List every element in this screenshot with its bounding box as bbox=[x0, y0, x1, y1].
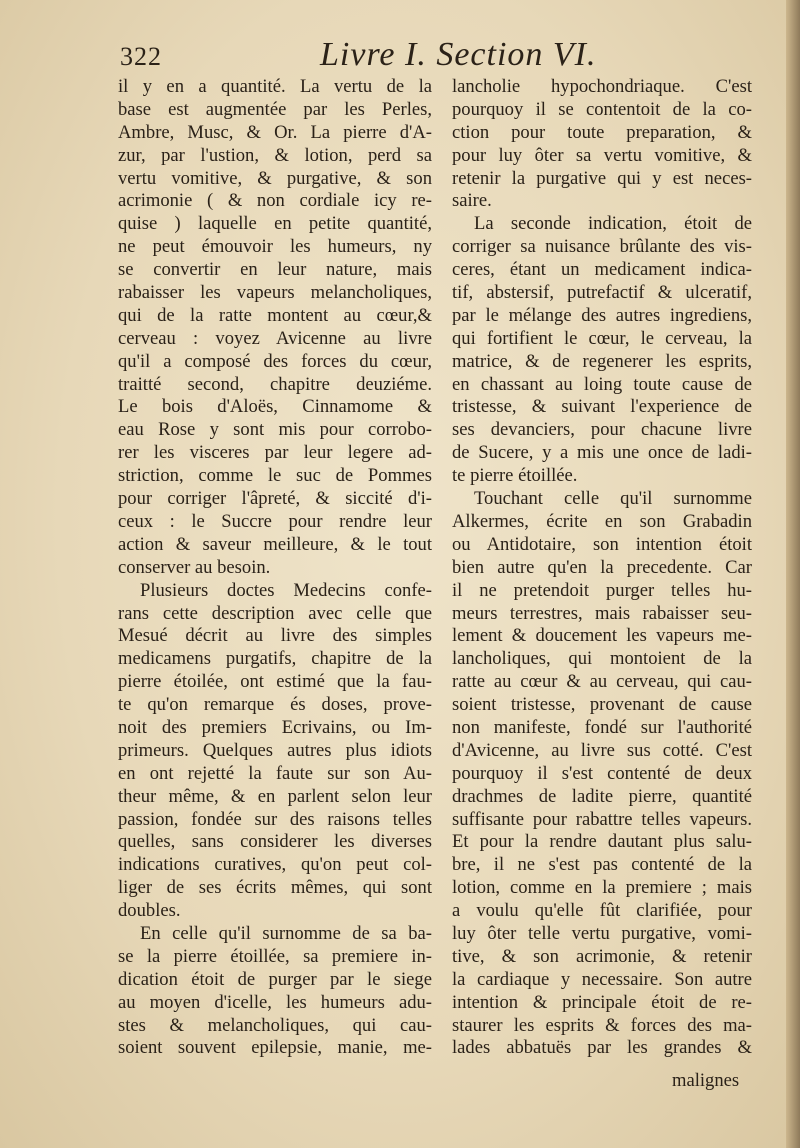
text-line: rans cette description avec celle que bbox=[118, 602, 432, 624]
right-text-column bbox=[452, 76, 752, 1060]
text-line: En celle qu'il surnomme de sa ba- bbox=[140, 922, 432, 944]
text-line: qu'il a composé des forces du cœur, bbox=[118, 350, 432, 372]
text-line: luy ôter telle vertu purgative, vomi- bbox=[452, 922, 752, 944]
page-header bbox=[120, 36, 620, 76]
text-line: tive, & son acrimonie, & retenir bbox=[452, 945, 752, 967]
text-line: lement & doucement les vapeurs me- bbox=[452, 625, 752, 647]
text-line: bien autre qu'en la precedente. Car bbox=[452, 556, 752, 578]
text-line: drachmes de ladite pierre, quantité bbox=[452, 785, 752, 807]
text-line: en chassant au loing toute cause de bbox=[452, 373, 752, 395]
text-line: pourquoy il se contentoit de la co- bbox=[452, 98, 752, 120]
page-edge-shadow bbox=[786, 0, 800, 1148]
text-line: ou Antidotaire, son intention étoit bbox=[452, 533, 752, 555]
text-line: lancholiques, qui montoient de la bbox=[452, 648, 752, 670]
text-line: au moyen d'icelle, les humeurs adu- bbox=[118, 991, 432, 1013]
text-line: soient souvent epilepsie, manie, me- bbox=[118, 1037, 432, 1059]
text-line: saire. bbox=[452, 190, 492, 212]
catchword: malignes bbox=[672, 1070, 740, 1091]
text-line: liger de ses écrits mêmes, qui sont bbox=[118, 877, 432, 899]
text-line: doubles. bbox=[118, 900, 181, 922]
text-line: la cardiaque y necessaire. Son autre bbox=[452, 968, 752, 990]
text-line: rer les visceres par leur legere ad- bbox=[118, 442, 432, 464]
text-line: ne peut émouvoir les humeurs, ny bbox=[118, 236, 432, 258]
text-line: Ambre, Musc, & Or. La pierre d'A- bbox=[118, 121, 432, 143]
text-line: te qu'on remarque és doses, prove- bbox=[118, 694, 432, 716]
text-line: rabaisser les vapeurs melancholiques, bbox=[118, 282, 432, 304]
text-line: medicamens purgatifs, chapitre de la bbox=[118, 648, 432, 670]
text-line: stes & melancholiques, qui cau- bbox=[118, 1014, 432, 1036]
text-line: se la pierre étoillée, sa premiere in- bbox=[118, 945, 432, 967]
text-line: pour corriger l'âpreté, & siccité d'i- bbox=[118, 488, 432, 510]
text-line: non manifeste, fondé sur l'authorité bbox=[452, 716, 752, 738]
text-line: d'Avicenne, au livre sus cotté. C'est bbox=[452, 739, 752, 761]
text-line: quelles, sans considerer les diverses bbox=[118, 831, 432, 853]
text-line: se convertir en leur nature, mais bbox=[118, 259, 432, 281]
text-line: primeurs. Quelques autres plus idiots bbox=[118, 739, 432, 761]
text-line: de Sucere, y a mis une once de ladi- bbox=[452, 442, 752, 464]
text-line: lancholie hypochondriaque. C'est bbox=[452, 76, 752, 97]
text-line: noit des premiers Ecrivains, ou Im- bbox=[118, 716, 432, 738]
text-line: Alkermes, écrite en son Grabadin bbox=[452, 510, 752, 532]
text-line: Plusieurs doctes Medecins confe- bbox=[140, 579, 432, 601]
text-line: Le bois d'Aloës, Cinnamome & bbox=[118, 396, 432, 418]
text-line: ratte au cœur & au cerveau, qui cau- bbox=[452, 671, 752, 693]
text-line: La seconde indication, étoit de bbox=[474, 213, 752, 235]
text-line: en ont rejetté la faute sur son Au- bbox=[118, 762, 432, 784]
text-line: ses devanciers, pour chacune livre bbox=[452, 419, 752, 441]
text-line: ceres, étant un medicament indica- bbox=[452, 259, 752, 281]
left-text-column bbox=[118, 76, 432, 1060]
text-line: pierre étoilée, ont estimé que la fau- bbox=[118, 671, 432, 693]
text-line: vertu vomitive, & purgative, & son bbox=[118, 167, 432, 189]
text-line: indications curatives, qu'on peut col- bbox=[118, 854, 432, 876]
text-line: retenir la purgative qui y est neces- bbox=[452, 167, 752, 189]
text-line: a voulu qu'elle fût clarifiée, pour bbox=[452, 900, 752, 922]
text-line: acrimonie ( & non cordiale icy re- bbox=[118, 190, 432, 212]
text-line: zur, par l'ustion, & lotion, perd sa bbox=[118, 144, 432, 166]
text-line: tif, abstersif, putrefactif & ulceratif, bbox=[452, 282, 752, 304]
text-line: meurs terrestres, mais rabaisser seu- bbox=[452, 602, 752, 624]
text-line: staurer les esprits & forces des ma- bbox=[452, 1014, 752, 1036]
text-line: action & saveur meilleure, & le tout bbox=[118, 533, 432, 555]
running-head: Livre I. Section VI. bbox=[320, 36, 597, 73]
text-line: intention & principale étoit de re- bbox=[452, 991, 752, 1013]
text-line: dication étoit de purger par le siege bbox=[118, 968, 432, 990]
page-number: 322 bbox=[120, 42, 162, 71]
text-line: base est augmentée par les Perles, bbox=[118, 98, 432, 120]
text-line: passion, fondée sur des raisons telles bbox=[118, 808, 432, 830]
text-line: Mesué décrit au livre des simples bbox=[118, 625, 432, 647]
text-line: suffisante pour rabattre telles vapeurs. bbox=[452, 808, 752, 830]
text-line: qui de la ratte montent au cœur,& bbox=[118, 304, 432, 326]
text-line: te pierre étoillée. bbox=[452, 465, 578, 487]
text-line: il y en a quantité. La vertu de la bbox=[118, 76, 432, 97]
text-line: ction pour toute preparation, & bbox=[452, 121, 752, 143]
text-line: Touchant celle qu'il surnomme bbox=[474, 488, 752, 510]
text-line: matrice, & de regenerer les esprits, bbox=[452, 350, 752, 372]
text-line: tristesse, & suivant l'experience de bbox=[452, 396, 752, 418]
text-line: cerveau : voyez Avicenne au livre bbox=[118, 327, 432, 349]
text-line: quise ) laquelle en petite quantité, bbox=[118, 213, 432, 235]
text-line: theur même, & en parlent selon leur bbox=[118, 785, 432, 807]
text-line: traitté second, chapitre deuziéme. bbox=[118, 373, 432, 395]
text-line: soient tristesse, provenant de cause bbox=[452, 694, 752, 716]
text-line: pour luy ôter sa vertu vomitive, & bbox=[452, 144, 752, 166]
text-line: il ne pretendoit purger telles hu- bbox=[452, 579, 752, 601]
text-line: corriger sa nuisance brûlante des vis- bbox=[452, 236, 752, 258]
text-line: eau Rose y sont mis pour corrobo- bbox=[118, 419, 432, 441]
text-line: pourquoy il s'est contenté de deux bbox=[452, 762, 752, 784]
text-line: Et pour la rendre dautant plus salu- bbox=[452, 831, 752, 853]
text-line: qui fortifient le cœur, le cerveau, la bbox=[452, 327, 752, 349]
text-line: striction, comme le suc de Pommes bbox=[118, 465, 432, 487]
text-line: par le mélange des autres ingrediens, bbox=[452, 304, 752, 326]
text-line: conserver au besoin. bbox=[118, 556, 271, 578]
text-line: lades abbatuës par les grandes & bbox=[452, 1037, 752, 1059]
text-line: ceux : le Succre pour rendre leur bbox=[118, 510, 432, 532]
text-line: bre, il ne s'est pas contenté de la bbox=[452, 854, 752, 876]
text-line: lotion, comme en la premiere ; mais bbox=[452, 877, 752, 899]
